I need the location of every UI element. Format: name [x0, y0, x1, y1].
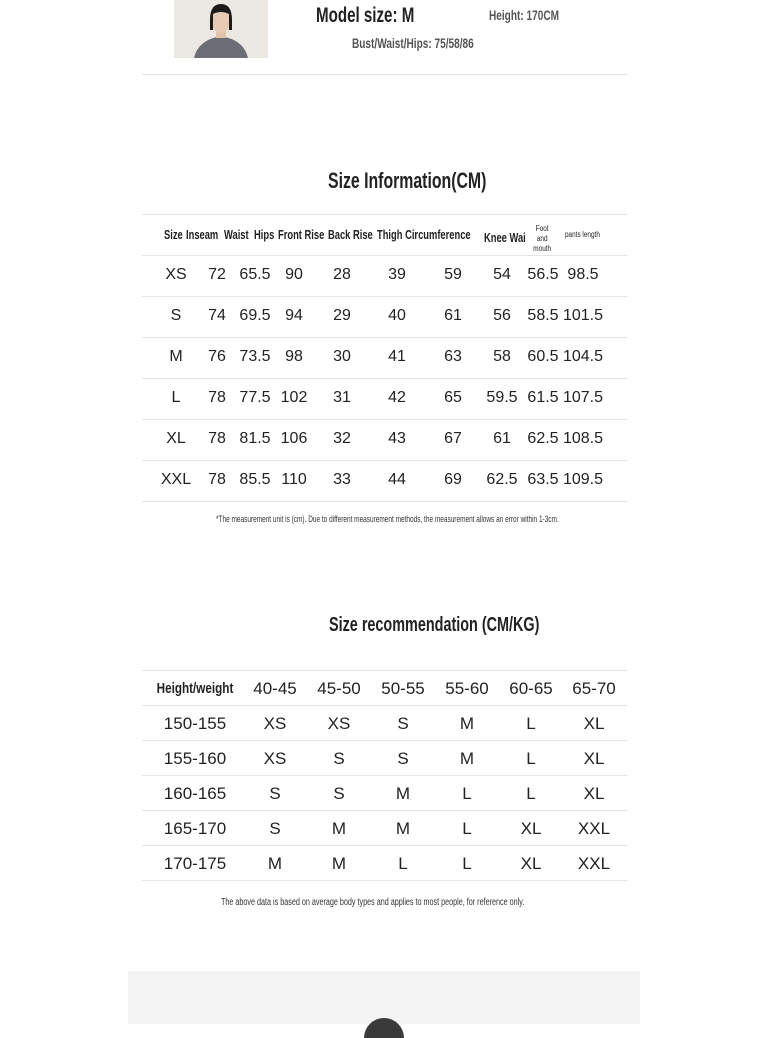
table-cell: 78: [208, 430, 226, 447]
table-cell: 61.5: [527, 389, 559, 406]
table-cell: XL: [166, 430, 186, 447]
table-cell: M: [459, 714, 475, 733]
table-cell: S: [333, 784, 345, 803]
table-cell: XS: [263, 714, 287, 733]
col-front-rise: Front Rise: [278, 227, 325, 242]
recommendation-table: [142, 670, 627, 881]
table-cell: 106: [280, 430, 308, 447]
table-cell: M: [395, 784, 411, 803]
table-cell: 78: [208, 389, 226, 406]
size-info-table: [142, 214, 627, 502]
table-cell: L: [462, 819, 472, 838]
table-cell: S: [170, 307, 182, 324]
table-cell: S: [269, 784, 281, 803]
table-row: [142, 420, 627, 461]
table-cell: XXL: [577, 819, 611, 838]
header-cell: Height/weight: [156, 680, 234, 697]
table-cell: 67: [444, 430, 462, 447]
table-cell: XL: [583, 714, 605, 733]
size-info-header: [142, 214, 627, 256]
table-cell: 54: [493, 266, 511, 283]
table-cell: 62.5: [486, 471, 518, 488]
divider: [142, 74, 627, 75]
recommendation-header: [142, 670, 627, 706]
table-cell: 76: [208, 348, 226, 365]
header-cell: 45-50: [317, 679, 361, 698]
table-cell: 59: [444, 266, 462, 283]
table-cell: 29: [333, 307, 351, 324]
table-row: [142, 706, 627, 741]
table-cell: 78: [208, 471, 226, 488]
col-waist: Waist: [224, 227, 249, 242]
table-row: [142, 338, 627, 379]
header-cell: 60-65: [509, 679, 553, 698]
table-cell: 43: [388, 430, 406, 447]
table-cell: 107.5: [562, 389, 604, 406]
table-cell: 73.5: [239, 348, 271, 365]
table-cell: L: [526, 784, 536, 803]
table-cell: S: [397, 749, 409, 768]
table-cell: 33: [333, 471, 351, 488]
table-cell: 85.5: [239, 471, 271, 488]
table-cell: 98: [285, 348, 303, 365]
table-cell: XL: [520, 819, 542, 838]
table-cell: 109.5: [562, 471, 604, 488]
table-cell: M: [331, 819, 347, 838]
table-cell: 63.5: [527, 471, 559, 488]
table-row: [142, 256, 627, 297]
table-cell: S: [333, 749, 345, 768]
col-hips: Hips: [254, 227, 275, 242]
table-row: [142, 776, 627, 811]
table-cell: 42: [388, 389, 406, 406]
table-cell: 101.5: [562, 307, 604, 324]
recommendation-note: The above data is based on average body types and applies to most people, for reference only.: [221, 897, 525, 908]
table-cell: 39: [388, 266, 406, 283]
table-row: [142, 297, 627, 338]
recommendation-title: Size recommendation (CM/KG): [329, 614, 540, 636]
table-cell: 69.5: [239, 307, 271, 324]
table-cell: 56.5: [527, 266, 559, 283]
size-info-title: Size Information(CM): [328, 168, 487, 193]
table-cell: 150-155: [163, 714, 227, 733]
table-cell: XS: [327, 714, 351, 733]
table-cell: 65: [444, 389, 462, 406]
table-cell: XL: [583, 749, 605, 768]
model-height-label: Height: 170CM: [489, 7, 560, 23]
col-knee: Knee Wai: [484, 230, 526, 245]
table-cell: 94: [285, 307, 303, 324]
table-cell: 90: [285, 266, 303, 283]
table-cell: 41: [388, 348, 406, 365]
table-cell: XL: [583, 784, 605, 803]
model-photo: [174, 0, 268, 58]
table-cell: 58: [493, 348, 511, 365]
table-cell: 69: [444, 471, 462, 488]
model-measurements-label: Bust/Waist/Hips: 75/58/86: [352, 35, 474, 51]
col-inseam: Inseam: [186, 227, 219, 242]
table-cell: L: [526, 714, 536, 733]
table-cell: 61: [444, 307, 462, 324]
table-cell: S: [269, 819, 281, 838]
table-cell: 62.5: [527, 430, 559, 447]
table-cell: 170-175: [163, 854, 227, 873]
table-cell: 98.5: [567, 266, 599, 283]
table-cell: 61: [493, 430, 511, 447]
header-cell: 65-70: [572, 679, 616, 698]
table-row: [142, 811, 627, 846]
table-cell: 63: [444, 348, 462, 365]
table-cell: 58.5: [527, 307, 559, 324]
col-thigh: Thigh Circumference: [377, 227, 471, 242]
table-cell: M: [267, 854, 283, 873]
table-cell: L: [462, 854, 472, 873]
col-foot-mouth: Foot and mouth: [533, 224, 552, 253]
table-cell: 44: [388, 471, 406, 488]
col-size: Size: [164, 227, 183, 242]
header-cell: 40-45: [253, 679, 297, 698]
table-cell: 65.5: [239, 266, 271, 283]
table-cell: M: [331, 854, 347, 873]
table-cell: 40: [388, 307, 406, 324]
table-cell: 108.5: [562, 430, 604, 447]
table-cell: 155-160: [163, 749, 227, 768]
table-cell: 77.5: [239, 389, 271, 406]
model-size-label: Model size: M: [316, 4, 415, 27]
table-cell: 72: [208, 266, 226, 283]
table-cell: XXL: [577, 854, 611, 873]
table-cell: L: [526, 749, 536, 768]
table-cell: XS: [263, 749, 287, 768]
table-cell: 104.5: [562, 348, 604, 365]
col-back-rise: Back Rise: [328, 227, 373, 242]
table-row: [142, 846, 627, 881]
table-cell: 160-165: [163, 784, 227, 803]
table-cell: 60.5: [527, 348, 559, 365]
table-cell: L: [462, 784, 472, 803]
table-cell: 30: [333, 348, 351, 365]
table-cell: 56: [493, 307, 511, 324]
table-cell: M: [459, 749, 475, 768]
table-cell: 59.5: [486, 389, 518, 406]
table-cell: 74: [208, 307, 226, 324]
table-cell: M: [169, 348, 183, 365]
table-cell: 32: [333, 430, 351, 447]
table-cell: XL: [520, 854, 542, 873]
col-pants-length: pants length: [565, 230, 600, 239]
table-cell: S: [397, 714, 409, 733]
table-cell: 81.5: [239, 430, 271, 447]
table-row: [142, 741, 627, 776]
table-cell: XS: [165, 266, 187, 283]
product-photo: [128, 971, 640, 1024]
size-info-note: *The measurement unit is (cm). Due to different measurement methods, the measurement allows an error within 1-3cm.: [216, 514, 559, 524]
table-cell: XXL: [160, 471, 192, 488]
table-cell: 31: [333, 389, 351, 406]
table-cell: L: [398, 854, 408, 873]
table-cell: 28: [333, 266, 351, 283]
table-cell: 110: [281, 471, 307, 488]
table-row: [142, 379, 627, 420]
header-cell: 55-60: [445, 679, 489, 698]
table-cell: L: [171, 389, 181, 406]
table-row: [142, 461, 627, 502]
table-cell: M: [395, 819, 411, 838]
table-cell: 102: [280, 389, 308, 406]
table-cell: 165-170: [163, 819, 227, 838]
header-cell: 50-55: [381, 679, 425, 698]
